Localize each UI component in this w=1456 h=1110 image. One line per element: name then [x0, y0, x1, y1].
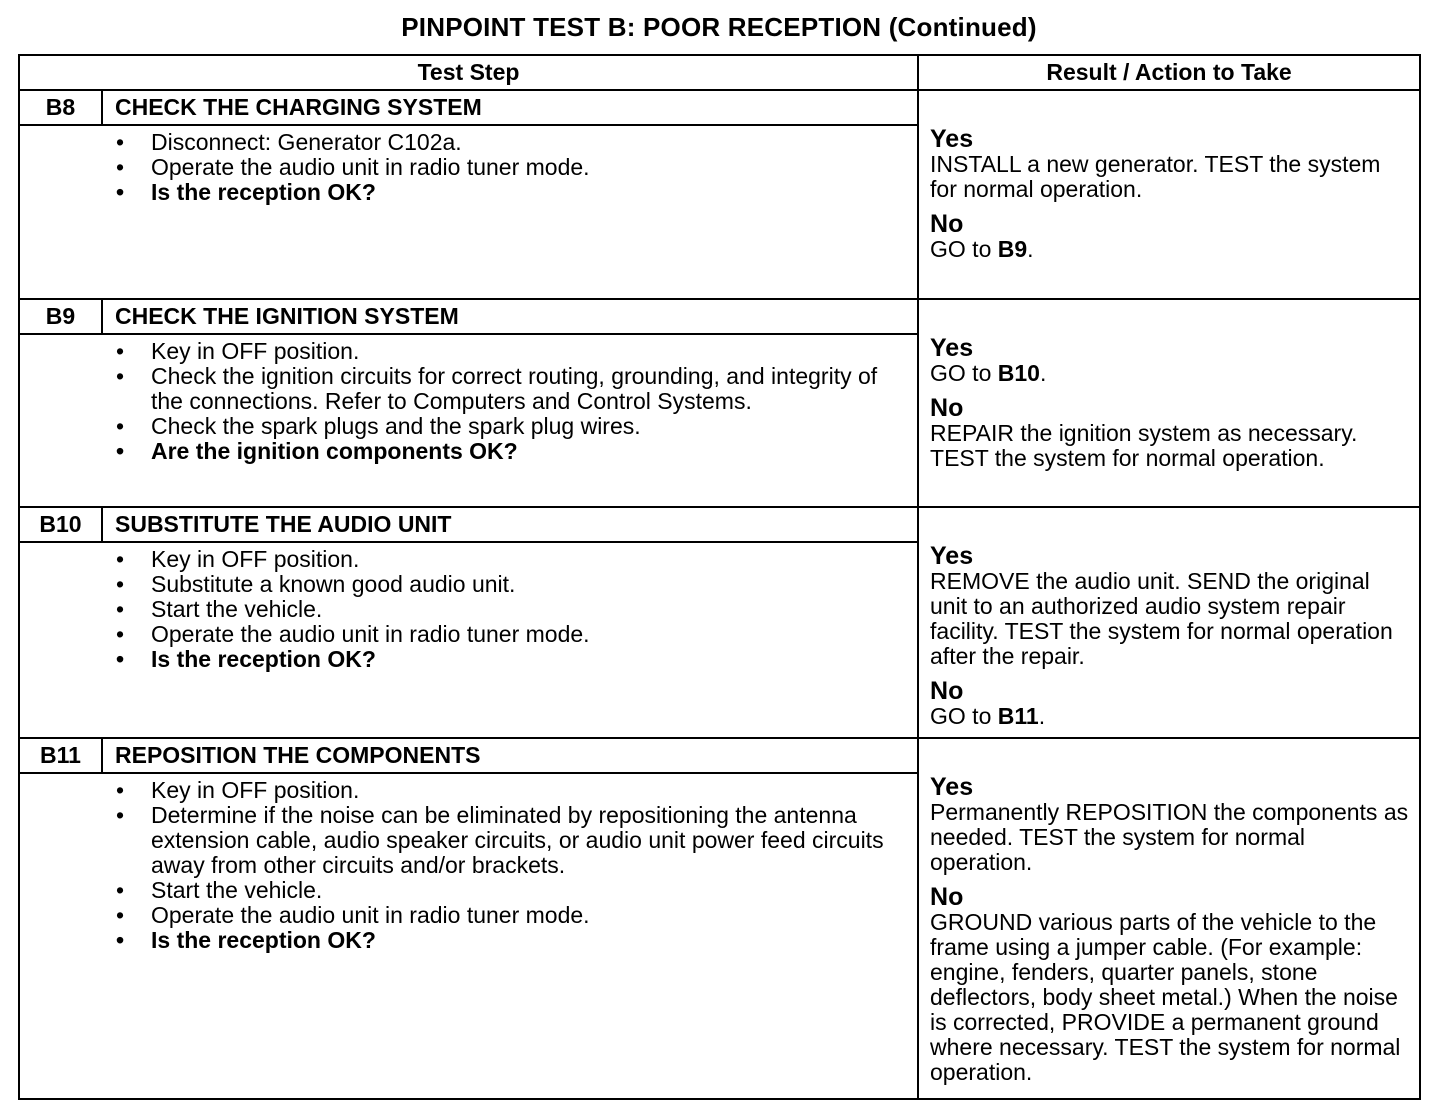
yes-text: REMOVE the audio unit. SEND the original unit to an authorized audio system repair facility. TEST the system for normal operation after the repair. — [930, 568, 1393, 669]
no-text: GO to B11. — [930, 703, 1046, 729]
step-code: B9 — [19, 299, 102, 334]
yes-label: Yes — [930, 334, 974, 362]
list-item: • Key in OFF position. — [116, 777, 360, 803]
step-instructions — [19, 125, 918, 299]
header-test-step: Test Step — [19, 55, 918, 90]
list-item: • Determine if the noise can be eliminated by repositioning the antenna extension cable, audio speaker circuits, or audio unit power feed circuits away from other circuits and/or brackets. — [116, 802, 884, 878]
list-item: • Key in OFF position. — [116, 338, 360, 364]
step-question: • Are the ignition components OK? — [116, 438, 518, 464]
step-instructions — [19, 334, 918, 507]
yes-text: GO to B10. — [930, 360, 1047, 386]
no-text: REPAIR the ignition system as necessary. TEST the system for normal operation. — [930, 420, 1358, 471]
list-item: • Start the vehicle. — [116, 596, 323, 622]
step-instructions — [19, 773, 918, 1099]
header-result: Result / Action to Take — [918, 55, 1420, 90]
list-item: • Start the vehicle. — [116, 877, 323, 903]
yes-label: Yes — [930, 125, 974, 153]
list-item: • Key in OFF position. — [116, 546, 360, 572]
list-item: • Substitute a known good audio unit. — [116, 571, 516, 597]
table-header-row — [19, 55, 1420, 90]
pinpoint-test-table — [18, 54, 1421, 1100]
list-item: • Operate the audio unit in radio tuner mode. — [116, 902, 590, 928]
step-title-row — [19, 299, 1420, 334]
step-code: B10 — [19, 507, 102, 542]
list-item: • Check the ignition circuits for correct routing, grounding, and integrity of the connections. Refer to Computers and Control Systems. — [116, 363, 878, 414]
yes-label: Yes — [930, 773, 974, 801]
step-title-row — [19, 507, 1420, 542]
step-question: • Is the reception OK? — [116, 179, 376, 205]
page-title: PINPOINT TEST B: POOR RECEPTION (Continued) — [401, 12, 1037, 42]
no-label: No — [930, 677, 964, 705]
step-result — [918, 299, 1420, 507]
no-label: No — [930, 883, 964, 911]
step-code: B11 — [19, 738, 102, 773]
no-text: GO to B9. — [930, 236, 1034, 262]
step-result — [918, 507, 1420, 738]
no-text: GROUND various parts of the vehicle to the frame using a jumper cable. (For example: engine, fenders, quarter panels, stone deflectors, body sheet metal.) When the noise is corrected, PROVIDE a permanent ground where necessary. TEST the system for normal operation. — [930, 909, 1401, 1085]
list-item: • Operate the audio unit in radio tuner mode. — [116, 154, 590, 180]
step-question: • Is the reception OK? — [116, 927, 376, 953]
yes-label: Yes — [930, 542, 974, 570]
no-label: No — [930, 394, 964, 422]
step-reference: B10 — [997, 360, 1040, 386]
step-reference: B9 — [997, 236, 1028, 262]
yes-text: Permanently REPOSITION the components as needed. TEST the system for normal operation. — [930, 799, 1409, 875]
step-title: CHECK THE IGNITION SYSTEM — [102, 299, 918, 334]
step-title: SUBSTITUTE THE AUDIO UNIT — [102, 507, 918, 542]
step-question: • Is the reception OK? — [116, 646, 376, 672]
step-title: CHECK THE CHARGING SYSTEM — [102, 90, 918, 125]
step-title-row — [19, 90, 1420, 125]
no-label: No — [930, 210, 964, 238]
step-title-row — [19, 738, 1420, 773]
step-result — [918, 90, 1420, 299]
yes-text: INSTALL a new generator. TEST the system for normal operation. — [930, 151, 1381, 202]
step-reference: B11 — [997, 703, 1039, 729]
step-result — [918, 738, 1420, 1099]
step-code: B8 — [19, 90, 102, 125]
list-item: • Operate the audio unit in radio tuner mode. — [116, 621, 590, 647]
step-instructions — [19, 542, 918, 738]
list-item: • Disconnect: Generator C102a. — [116, 129, 462, 155]
step-title: REPOSITION THE COMPONENTS — [102, 738, 918, 773]
list-item: • Check the spark plugs and the spark plug wires. — [116, 413, 641, 439]
